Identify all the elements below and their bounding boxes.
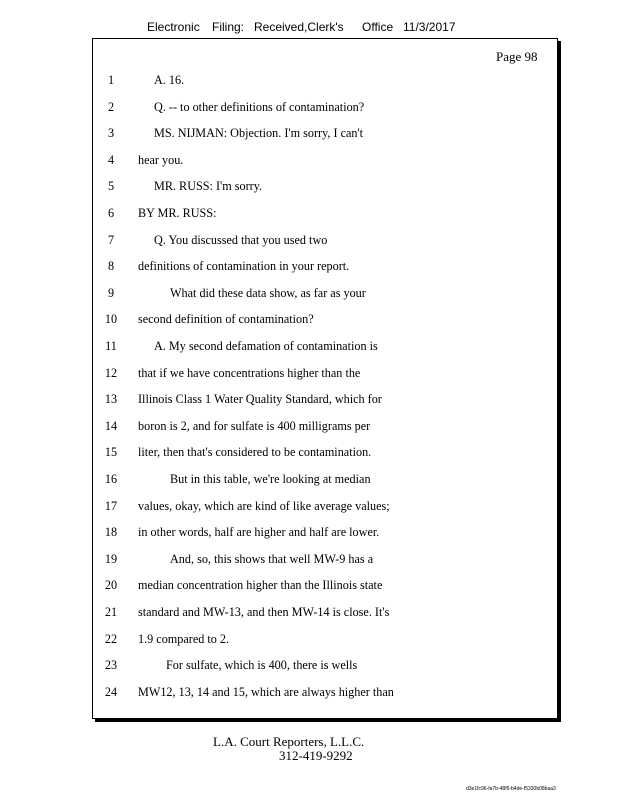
line-number: 20 [104, 578, 118, 593]
line-number: 12 [104, 365, 118, 380]
line-number: 16 [104, 472, 118, 486]
line-number: 24 [104, 684, 118, 699]
transcript-line [0, 206, 618, 224]
line-text: standard and MW-13, and then MW-14 is close. It's [138, 605, 390, 619]
transcript-line [0, 392, 618, 410]
line-number: 14 [104, 418, 118, 433]
line-text: second definition of contamination? [138, 312, 314, 327]
line-text: For sulfate, which is 400, there is wells [166, 658, 358, 673]
line-number: 9 [107, 285, 115, 300]
line-number: 8 [107, 259, 115, 274]
transcript-line [0, 126, 618, 144]
line-number: 22 [104, 631, 118, 646]
transcript-line [0, 445, 618, 463]
footer-phone: 312-419-9292 [279, 748, 353, 763]
line-number: 7 [107, 232, 115, 247]
line-number: 18 [104, 525, 118, 540]
line-number: 23 [104, 658, 118, 673]
transcript-line [0, 339, 618, 357]
line-number: 4 [107, 152, 115, 167]
transcript-line [0, 578, 618, 596]
line-text: BY MR. RUSS: [138, 206, 217, 220]
header-electronic: Electronic [147, 20, 200, 34]
transcript-line [0, 499, 618, 517]
line-text: hear you. [138, 152, 184, 167]
line-number: 6 [107, 206, 115, 220]
line-text: values, okay, which are kind of like average values; [138, 498, 390, 513]
line-text: What did these data show, as far as your [170, 285, 366, 300]
transcript-line [0, 658, 618, 676]
line-text: And, so, this shows that well MW-9 has a [170, 551, 374, 566]
line-number: 11 [105, 339, 117, 353]
footer-company: L.A. Court Reporters, L.L.C. [213, 734, 365, 749]
line-text: boron is 2, and for sulfate is 400 milligrams per [138, 418, 371, 433]
line-number: 13 [104, 392, 118, 407]
filing-header [0, 20, 618, 36]
line-text: that if we have concentrations higher than the [138, 365, 361, 380]
transcript-line [0, 179, 618, 197]
header-date: 11/3/2017 [403, 20, 456, 34]
line-text: A. My second defamation of contamination is [154, 339, 378, 353]
transcript-line [0, 632, 618, 650]
line-number: 5 [107, 179, 115, 194]
line-text: liter, then that's considered to be contamination. [138, 445, 372, 460]
line-text: in other words, half are higher and half are lower. [138, 525, 380, 540]
line-number: 3 [107, 126, 115, 141]
line-number: 17 [104, 498, 118, 513]
transcript-line [0, 73, 618, 91]
line-text: But in this table, we're looking at median [170, 472, 371, 486]
transcript-line [0, 552, 618, 570]
line-text: MS. NIJMAN: Objection. I'm sorry, I can't [154, 126, 364, 141]
line-text: MR. RUSS: I'm sorry. [154, 179, 263, 194]
transcript-line [0, 472, 618, 490]
line-text: Q. You discussed that you used two [154, 232, 328, 247]
line-number: 15 [104, 445, 118, 460]
document-id: d3e1fc96-fa7b-48f5-b4de-f5330b08baa3 [466, 786, 556, 792]
transcript-line [0, 366, 618, 384]
transcript-line [0, 286, 618, 304]
line-number: 21 [104, 605, 118, 619]
header-received: Received,Clerk's [254, 20, 344, 34]
page-number: Page 98 [496, 49, 538, 64]
transcript-line [0, 525, 618, 543]
line-text: Illinois Class 1 Water Quality Standard, which for [138, 392, 382, 407]
transcript-line [0, 233, 618, 251]
line-number: 10 [104, 312, 118, 327]
line-number: 1 [107, 73, 115, 87]
transcript-line [0, 419, 618, 437]
transcript-line [0, 259, 618, 277]
line-text: 1.9 compared to 2. [138, 631, 230, 646]
line-text: Q. -- to other definitions of contamination? [154, 99, 365, 114]
line-number: 19 [104, 551, 118, 566]
line-text: MW12, 13, 14 and 15, which are always higher than [138, 684, 394, 699]
header-office: Office [362, 20, 394, 34]
header-filing: Filing: [212, 20, 245, 34]
transcript-line [0, 153, 618, 171]
line-text: definitions of contamination in your report. [138, 259, 350, 274]
line-text: median concentration higher than the Illinois state [138, 578, 383, 593]
transcript-line [0, 100, 618, 118]
transcript-line [0, 685, 618, 703]
line-text: A. 16. [154, 73, 185, 87]
transcript-line [0, 312, 618, 330]
transcript-line [0, 605, 618, 623]
line-number: 2 [107, 99, 115, 114]
